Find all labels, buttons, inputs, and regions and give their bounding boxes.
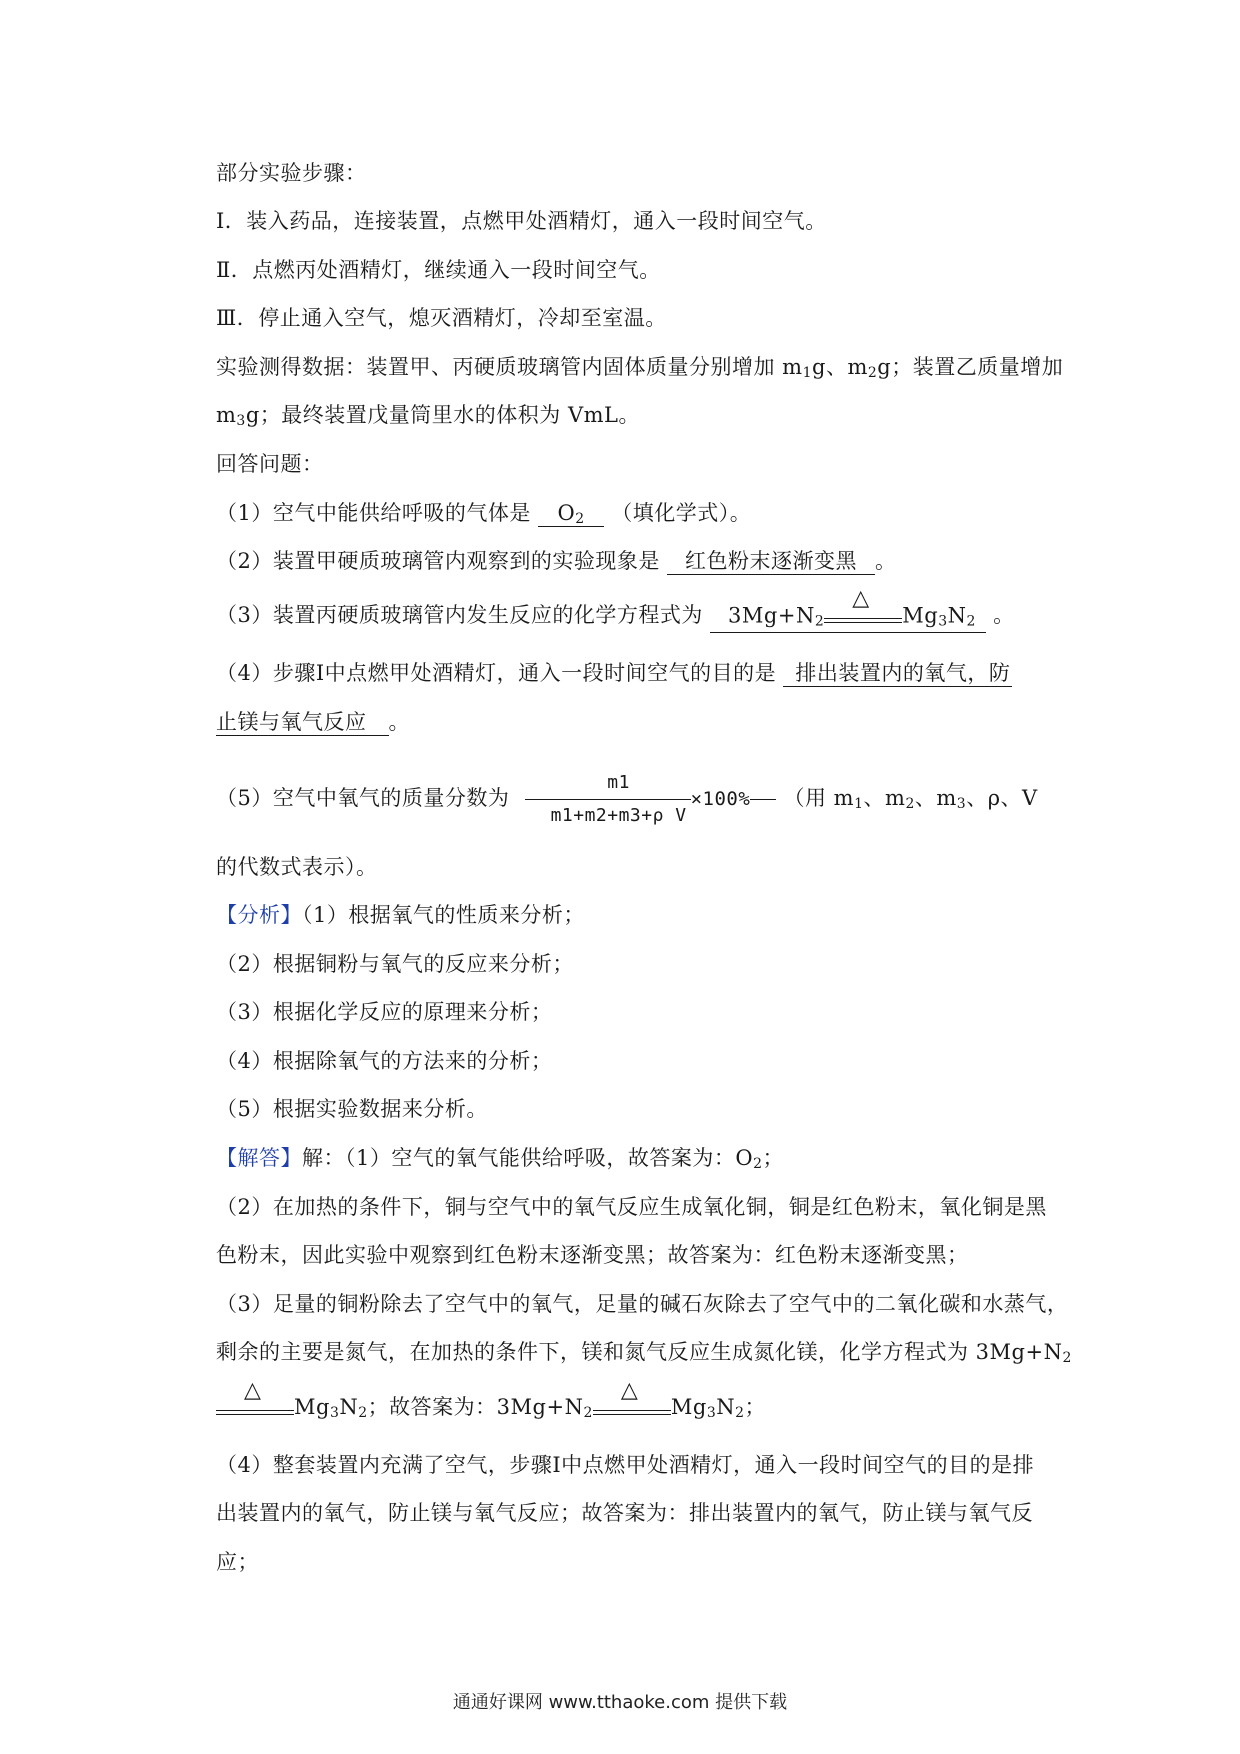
question-5-continuation: 的代数式表示）。 — [216, 855, 378, 879]
solution-2-line-2: 色粉末，因此实验中观察到红色粉末逐渐变黑；故答案为：红色粉末逐渐变黑； — [216, 1243, 969, 1267]
data-line-2: $m_3g$；最终装置戊量筒里水的体积为 VmL。 — [216, 403, 640, 429]
heating-condition-sign: △ — [216, 1394, 294, 1424]
analysis-3: （3）根据化学反应的原理来分析； — [216, 1000, 553, 1024]
solution-tag: 【解答】 — [216, 1146, 302, 1170]
solution-1: 【解答】解：（1）空气的氧气能供给呼吸，故答案为：$O_2$； — [216, 1146, 784, 1172]
analysis-2: （2）根据铜粉与氧气的反应来分析； — [216, 952, 574, 976]
answer-5-expression: $\frac{m1}{\text{m1+m2+m3+ρ V}}$ ×100% — [517, 771, 777, 828]
analysis-1: 【分析】（1）根据氧气的性质来分析； — [216, 903, 585, 927]
analysis-4: （4）根据除氧气的方法来的分析； — [216, 1049, 553, 1073]
solution-4-line-3: 应； — [216, 1550, 259, 1574]
solution-2-line-1: （2）在加热的条件下，铜与空气中的氧气反应生成氧化铜，铜是红色粉末，氧化铜是黑 — [216, 1195, 1047, 1219]
question-4-line-1: （4）步骤Ⅰ中点燃甲处酒精灯，通入一段时间空气的目的是 排出装置内的氧气，防 — [216, 661, 1011, 685]
answer-1: $O_2$ — [538, 500, 604, 527]
solution-3-line-2: 剩余的主要是氮气，在加热的条件下，镁和氮气反应生成氮化镁，化学方程式为 $3Mg+N_2$ — [216, 1340, 1072, 1366]
step-1: Ⅰ．装入药品，连接装置，点燃甲处酒精灯，通入一段时间空气。 — [216, 209, 827, 233]
answer-3-equation: $3Mg+N_2$ △ $Mg_3N_2$ — [710, 602, 986, 633]
question-5: （5）空气中氧气的质量分数为 $\frac{m1}{\text{m1+m2+m3+ρ V}}$ ×100% （用 $m_1$、$m_2$、$m_3$、ρ、V — [216, 772, 1038, 826]
step-2: Ⅱ．点燃丙处酒精灯，继续通入一段时间空气。 — [216, 258, 661, 282]
solution-4-line-2: 出装置内的氧气，防止镁与氧气反应；故答案为：排出装置内的氧气，防止镁与氧气反 — [216, 1501, 1033, 1525]
question-2: （2）装置甲硬质玻璃管内观察到的实验现象是 红色粉末逐渐变黑 。 — [216, 549, 897, 573]
step-3: Ⅲ．停止通入空气，熄灭酒精灯，冷却至室温。 — [216, 306, 667, 330]
mass-fraction: $\frac{m1}{\text{m1+m2+m3+ρ V}}$ — [547, 771, 691, 828]
steps-title: 部分实验步骤： — [216, 161, 367, 185]
footer-watermark: 通通好课网 www.tthaoke.com 提供下载 — [452, 1692, 788, 1713]
analysis-tag: 【分析】 — [216, 903, 302, 927]
question-4-line-2: 止镁与氧气反应 。 — [216, 710, 410, 734]
analysis-5: （5）根据实验数据来分析。 — [216, 1097, 488, 1121]
solution-3-line-1: （3）足量的铜粉除去了空气中的氧气，足量的碱石灰除去了空气中的二氧化碳和水蒸气， — [216, 1292, 1069, 1316]
solution-4-line-1: （4）整套装置内充满了空气，步骤Ⅰ中点燃甲处酒精灯，通入一段时间空气的目的是排 — [216, 1453, 1035, 1477]
heating-condition-sign: △ — [593, 1394, 671, 1424]
answer-4-part-1: 排出装置内的氧气，防 — [783, 660, 1012, 687]
answer-2: 红色粉末逐渐变黑 — [667, 548, 875, 575]
solution-3-line-3: △ $Mg_3N_2$；故答案为：$3Mg+N_2$ △ $Mg_3N_2$； — [216, 1392, 1052, 1424]
heating-condition-sign: △ — [824, 602, 902, 632]
data-line-1: 实验测得数据：装置甲、丙硬质玻璃管内固体质量分别增加 $m_1g$、$m_2g$；装置乙质量增加 — [216, 355, 1064, 381]
question-3: （3）装置丙硬质玻璃管内发生反应的化学方程式为 $3Mg+N_2$ △ $Mg_3N_2$ 。 — [216, 600, 1052, 633]
answer-4-part-2: 止镁与氧气反应 — [216, 709, 389, 736]
questions-title: 回答问题： — [216, 452, 324, 476]
question-1: （1）空气中能供给呼吸的气体是 $O_2$ （填化学式）。 — [216, 501, 752, 527]
